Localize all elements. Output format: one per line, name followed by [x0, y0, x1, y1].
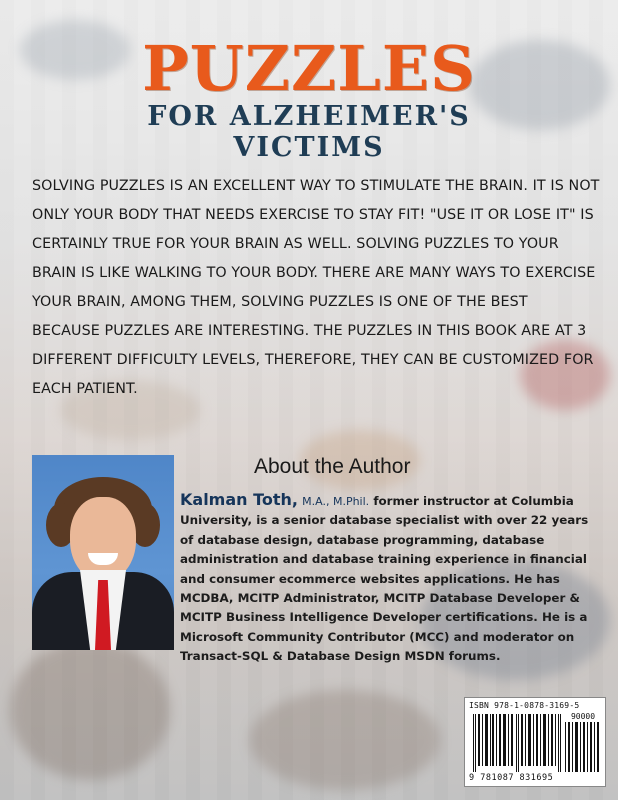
book-description	[32, 172, 600, 404]
author-bio-text: former instructor at Columbia University, is a senior database specialist with over 22 years of database design, database programming, database administration and database training experience in financial and consumer ecommerce websites applications. He has MCDBA, MCITP Administrator, MCITP Database Developer & MCITP Business Intelligence Developer certifications. He is a Microsoft Community Contributor (MCC) and moderator on Transact-SQL & Database Design MSDN forums.	[180, 494, 589, 664]
book-subtitle-line-2: VICTIMS	[233, 132, 385, 163]
isbn-number: ISBN 978-1-0878-3169-5	[469, 701, 580, 710]
author-photo	[32, 455, 174, 650]
book-title: PUZZLES	[142, 32, 476, 105]
isbn-barcode	[464, 697, 606, 787]
barcode-bars	[473, 714, 561, 772]
book-description-text: SOLVING PUZZLES IS AN EXCELLENT WAY TO STIMULATE THE BRAIN. IT IS NOT ONLY YOUR BODY THAT NEEDS EXERCISE TO STAY FIT! "USE IT OR LOSE IT" IS CERTAINLY TRUE FOR YOUR BRAIN AS WELL. SOLVING PUZZLES TO YOUR BRAIN IS LIKE WALKING TO YOUR BODY. THERE ARE MANY WAYS TO EXERCISE YOUR BRAIN, AMONG THEM, SOLVING PUZZLES IS ONE OF THE BEST BECAUSE PUZZLES ARE INTERESTING. THE PUZZLES IN THIS BOOK ARE AT 3 DIFFERENT DIFFICULTY LEVELS, THEREFORE, THEY CAN BE CUSTOMIZED FOR EACH PATIENT.	[32, 178, 600, 397]
about-author-heading: About the Author	[254, 455, 411, 478]
author-name: Kalman Toth,	[180, 490, 299, 509]
background-photo-blur	[250, 690, 440, 790]
ean-number: 9 781087 831695	[469, 773, 554, 783]
addon-barcode-bars	[565, 722, 599, 772]
author-bio	[180, 490, 600, 667]
price-addon-number: 90000	[570, 712, 596, 721]
book-subtitle-line-1: FOR ALZHEIMER'S	[147, 101, 471, 132]
author-credentials: M.A., M.Phil.	[302, 495, 370, 508]
background-photo-blur	[10, 640, 170, 780]
